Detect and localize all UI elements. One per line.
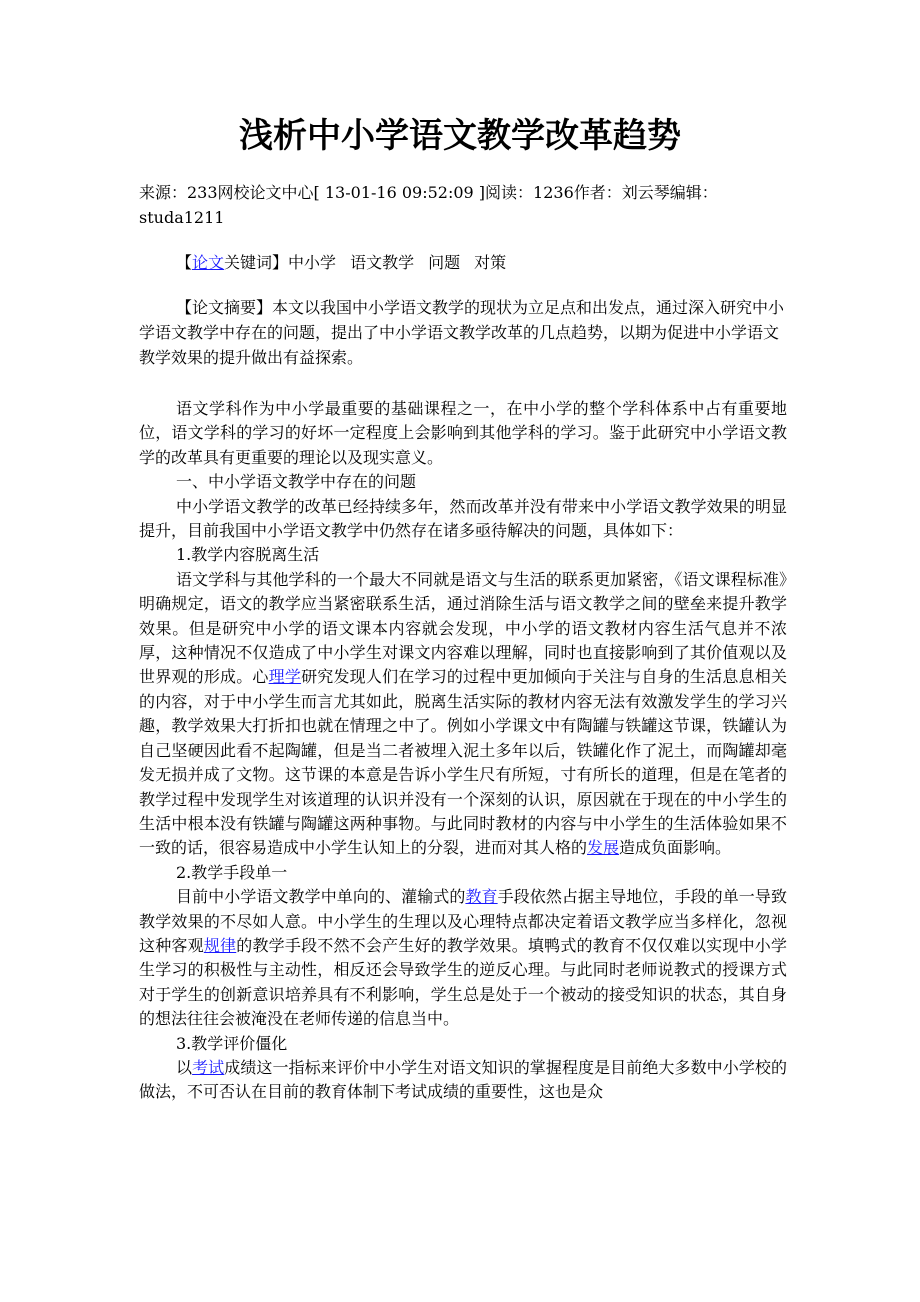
paragraph-text: 造成负面影响。 [619,838,732,858]
section-paragraph: 中小学语文教学的改革已经持续多年，然而改革并没有带来中小学语文教学效果的明显提升，目前我国中小学语文教学中仍然存在诸多亟待解决的问题，具体如下： [139,496,787,541]
page-title: 浅析中小学语文教学改革趋势 [239,116,681,156]
paragraph-text: 成绩这一指标来评价中小学生对语文知识的掌握程度是目前绝大多数中小学校的做法，不可否认在目前的教育体制下考试成绩的重要性，这也是众 [139,1057,787,1102]
article-body [139,397,787,1105]
keyword-item: 问题 [428,253,461,272]
keyword-item: 中小学 [288,253,337,272]
paragraph-text: 研究发现人们在学习的过程中更加倾向于关注与自身的生活息息相关的内容，对于中小学生而言尤其如此，脱离生活实际的教材内容无法有效激发学生的学习兴趣，教学效果大打折扣也就在情理之中了。例如小学课文中有陶罐与铁罐这节课，铁罐认为自己坚硬因此看不起陶罐，但是当二者被埋入泥土多年以后，铁罐化作了泥土，而陶罐却毫发无损并成了文物。这节课的本意是告诉小学生尺有所短，寸有所长的道理，但是在笔者的教学过程中发现学生对该道理的认识并没有一个深刻的认识，原因就在于现在的中小学生的生活中根本没有铁罐与陶罐这两种事物。与此同时教材的内容与中小学生的生活体验如果不一致的话，很容易造成中小学生认知上的分裂，进而对其人格的 [139,667,787,858]
link-jiaoyu[interactable]: 教育 [465,887,498,907]
subsection-heading: 2.教学手段单一 [176,862,288,882]
paragraph-text: 目前中小学语文教学中单向的、灌输式的 [176,887,466,907]
section-heading: 一、中小学语文教学中存在的问题 [176,472,417,492]
paragraph-text: 以 [176,1057,193,1077]
link-fazhan[interactable]: 发展 [587,838,620,858]
paragraph-text: 语文学科与其他学科的一个最大不同就是语文与生活的联系更加紧密，《语文课程标准》明确规定，语文的教学应当紧密联系生活，通过消除生活与语文教学之间的壁垒来提升教学效果。但是研究中小学的语文课本内容就会发现，中小学的语文教材内容生活气息并不浓厚，这种情况不仅造成了中小学生对课文内容难以理解，同时也直接影响到了其价值观以及世界观的形成。心 [139,569,787,687]
link-kaoshi[interactable]: 考试 [192,1057,225,1077]
subsection-paragraph [139,1056,787,1105]
keyword-item: 语文教学 [350,253,415,272]
paragraph-text: 手段依然占据主导地位，手段的单一导致教学效果的不尽如人意。中小学生的生理以及心理特点都决定着语文教学应当多样化，忽视这种客观 [139,887,787,955]
subsection-paragraph [139,568,787,861]
link-guilv[interactable]: 规律 [203,935,237,955]
keywords-open-bracket: 【 [176,253,193,272]
subsection-paragraph [139,885,787,1031]
link-lixue[interactable]: 理学 [268,667,302,687]
article-meta: 来源：233网校论文中心[ 13-01-16 09:52:09 ]阅读：1236作者：刘云琴编辑：studa1211 [139,183,718,227]
paragraph-text: 的教学手段不然不会产生好的教学效果。填鸭式的教育不仅仅难以实现中小学生学习的积极性与主动性，相反还会导致学生的逆反心理。与此同时老师说教式的授课方式对于学生的创新意识培养具有不利影响，学生总是处于一个被动的接受知识的状态，其自身的想法往往会被淹没在老师传递的信息当中。 [139,935,787,1029]
intro-paragraph: 语文学科作为中小学最重要的基础课程之一，在中小学的整个学科体系中占有重要地位，语文学科的学习的好坏一定程度上会影响到其他学科的学习。鉴于此研究中小学语文教学的改革具有更重要的理论以及现实意义。 [139,399,787,467]
keyword-link-lunwen[interactable]: 论文 [192,253,225,272]
keyword-item: 对策 [474,253,507,272]
subsection-heading: 1.教学内容脱离生活 [176,545,320,565]
keywords-line [176,250,506,275]
keywords-label: 关键词】 [224,253,289,272]
abstract-paragraph: 【论文摘要】本文以我国中小学语文教学的现状为立足点和出发点，通过深入研究中小学语文教学中存在的问题，提出了中小学语文教学改革的几点趋势，以期为促进中小学语文教学效果的提升做出有益探索。 [139,298,785,367]
subsection-heading: 3.教学评价僵化 [176,1033,288,1053]
